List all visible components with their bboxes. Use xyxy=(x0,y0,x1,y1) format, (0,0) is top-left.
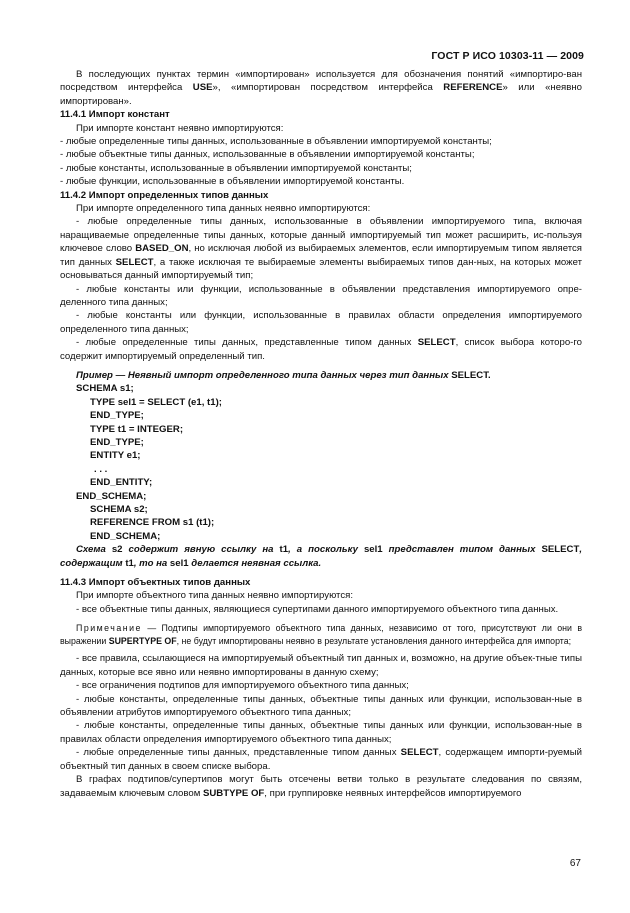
list-paragraph: - любые константы или функции, использованные в объявлении представления импортируемого опре-деленного типа данных; xyxy=(60,283,582,308)
section-lead: При импорте констант неявно импортируются: xyxy=(76,122,284,134)
list-paragraph: - все правила, ссылающиеся на импортируемый объектный тип данных и, возможно, на другие объек-тные типы данных, которые все явно или неявно импортированы в данную схему; xyxy=(60,653,582,678)
example-block xyxy=(60,369,582,570)
document-body xyxy=(60,68,582,800)
list-paragraph: - любые константы, определенные типы данных, объектные типы данных или функции, использован-ные в объявлении атрибутов импортируемого объектного типа данных; xyxy=(60,693,582,719)
list-paragraph: - все объектные типы данных, являющиеся супертипами данного импортируемого объектного типа данных. xyxy=(76,603,559,615)
list-paragraph: - любые константы или функции, использованные в правилах области определения импортируемого определенного типа данных; xyxy=(60,310,582,335)
section-title-11-4-2: 11.4.2 Импорт определенных типов данных xyxy=(60,189,269,201)
intro-paragraph: В последующих пунктах термин «импортирован» используется для обозначения понятий «импортиро-ван посредством интерфейса USE», «импортирован посредством интерфейса REFERENCE» или «неявно импортирован». xyxy=(60,69,582,107)
code-line: END_ENTITY; xyxy=(90,477,153,489)
code-line: TYPE t1 = INTEGER; xyxy=(90,423,184,435)
list-item: - любые определенные типы данных, использованные в объявлении импортируемой константы; xyxy=(60,136,492,148)
example-caption: Пример — Неявный импорт определенного типа данных через тип данных SELECT. xyxy=(76,369,491,381)
code-line: TYPE sel1 = SELECT (e1, t1); xyxy=(90,396,222,408)
code-line: REFERENCE FROM s1 (t1); xyxy=(90,517,215,529)
code-line: END_SCHEMA; xyxy=(90,530,161,542)
list-item: - любые объектные типы данных, использованные в объявлении импортируемой константы; xyxy=(60,149,475,161)
list-paragraph: - любые определенные типы данных, представленные типом данных SELECT, содержащем импорти-руемый объектный тип данных в своем списке выбора. xyxy=(60,747,582,772)
section-lead: При импорте объектного типа данных неявно импортируются: xyxy=(76,590,353,602)
code-line: END_TYPE; xyxy=(90,410,144,422)
document-header: ГОСТ Р ИСО 10303-11 — 2009 xyxy=(431,50,584,62)
list-paragraph: - все ограничения подтипов для импортируемого объектного типа данных; xyxy=(76,680,409,692)
example-explanation: Схема s2 содержит явную ссылку на t1, а поскольку sel1 представлен типом данных SELECT, содержащим t1, то на sel1 делается неявная ссылка. xyxy=(60,544,582,569)
list-paragraph: - любые определенные типы данных, представленные типом данных SELECT, список выбора которо-го содержит импортируемый определенный тип. xyxy=(60,337,582,362)
code-line: SCHEMA s2; xyxy=(90,504,148,515)
list-item: - любые константы, использованные в объявлении импортируемой константы; xyxy=(60,162,412,174)
code-line: SCHEMA s1; xyxy=(76,383,134,395)
section-title-11-4-3: 11.4.3 Импорт объектных типов данных xyxy=(60,577,251,589)
code-line: ENTITY e1; xyxy=(90,450,141,462)
note-label: Примечание xyxy=(76,623,142,634)
section-lead: При импорте определенного типа данных неявно импортируются: xyxy=(76,203,371,215)
list-paragraph: В графах подтипов/супертипов могут быть отсечены ветви только в результате следования по связям, задаваемым ключевым словом SUBTYPE OF, при группировке неявных интерфейсов импортируемого xyxy=(60,774,582,799)
page-number: 67 xyxy=(569,858,581,869)
note-paragraph: Примечание — Подтипы импортируемого объектного типа данных, независимо от того, присутствуют ли они в выражении SUPERTYPE OF, не будут импортированы неявно в результате установления данного интерфейса для импорта; xyxy=(60,623,582,646)
code-line: . . . xyxy=(94,463,108,475)
list-item: - любые функции, использованные в объявлении импортируемой константы. xyxy=(60,176,405,188)
code-line: END_SCHEMA; xyxy=(76,490,147,502)
code-line: END_TYPE; xyxy=(90,436,144,448)
list-paragraph: - любые определенные типы данных, использованные в объявлении импортируемого типа, включая наращиваемые определенные типы данных, которые данный импортируемый тип может расширить, ис-пользуя ключевое слово BASED_ON, но исключая любой из выбираемых элементов, если импортируемым типом является тип данных SELECT, а также исключая те выбираемые элементы выбираемых типов дан-ных, на которых может основываться данный импортируемый тип; xyxy=(60,216,583,282)
list-paragraph: - любые константы, определенные типы данных, объектные типы данных или функции, использован-ные в правилах области определения импортируемого объектного типа данных; xyxy=(60,720,582,745)
section-title-11-4-1: 11.4.1 Импорт констант xyxy=(60,109,170,121)
